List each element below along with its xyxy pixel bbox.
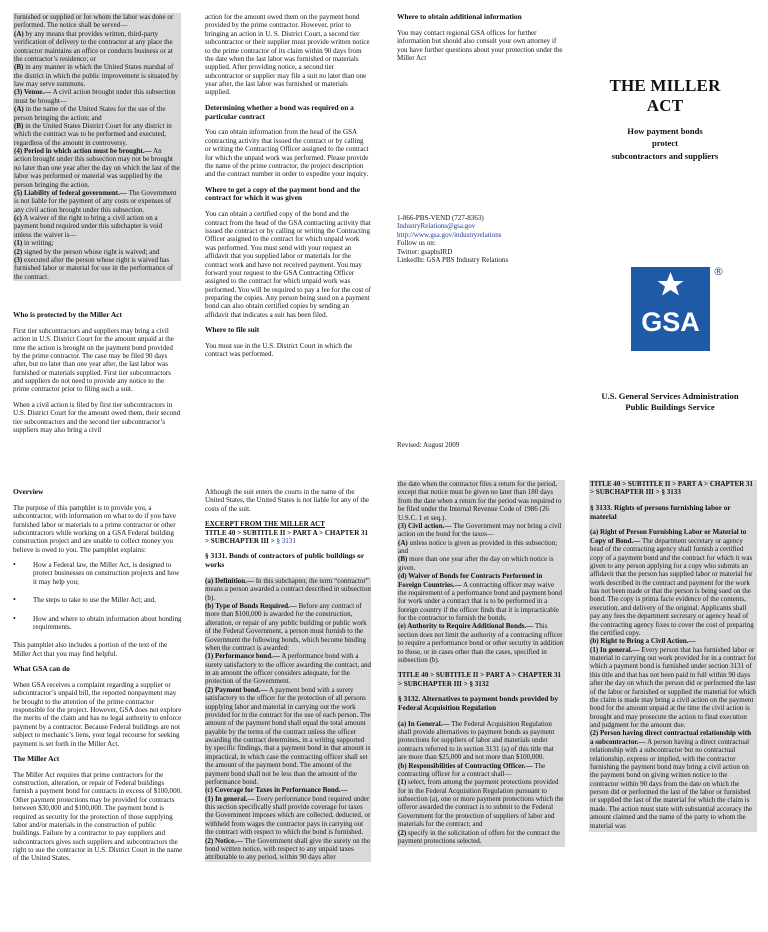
- overview-bullet-item: [13, 561, 183, 586]
- overview-bullet-text: How a Federal law, the Miller Act, is designed to protect businesses on construction projects and how it may help you;: [33, 561, 180, 586]
- agency-line-1: U.S. General Services Administration: [601, 391, 739, 401]
- statute-item: [590, 646, 756, 730]
- statute-item: [14, 189, 180, 214]
- statute-item: [205, 837, 371, 862]
- statute-item-text: Every person that has furnished labor or material in carrying out work provided for in a contract for which a payment bond is furnished under section 3131 of this title and that has not been paid in full within 90 days after the day on which the person did or performed the last of the labor or furnished or supplied the material for which the claim is made may bring a civil action on the payment bond for the amount unpaid at the time the civil action is brought and may prosecute the action to final execution and judgment for the amount due.: [590, 645, 756, 729]
- statute-item: [590, 637, 756, 645]
- tax-notice-continuation: the date when the contractor files a return for the period, except that notice must be given no later than 180 days from the date when a return for the period was required to be filed under the Internal Revenue Code of 1986 (26 U.S.C. 1 et seq.).: [398, 480, 562, 522]
- copy-of-bond-paragraph: You can obtain a certified copy of the bond and the contract from the head of the GSA contracting activity that issued the contract or by calling or writing the Contracting Officer assigned to the contract for which unpaid work was performed. You must send with your request an affidavit that you supplied labor or materials for the contract work and have not received payment. You may forward your request to the GSA Contracting Officer assigned to the contract for which unpaid work was performed. You will be required to pay a fee for the cost of preparing the copies. Any person being sued on a payment bond can also obtain certified copies by sending an affidavit that indicates a suit has been filed.: [205, 210, 371, 319]
- registered-mark: ®: [713, 265, 724, 278]
- statute-item-label: (c): [14, 214, 22, 222]
- statute-item-text: in the United States District Court for any district in which the contract was to be performed and executed, regardless of the amount in controversy.: [14, 121, 172, 147]
- bullet-icon: •: [13, 613, 16, 623]
- statute-item: [205, 795, 371, 837]
- statute-item-label: (5) Liability of federal government.—: [14, 188, 127, 197]
- copy-of-bond-heading: Where to get a copy of the payment bond and the contract for which it was given: [205, 184, 361, 203]
- statute-item-label: (1) In general.—: [590, 645, 640, 654]
- statute-item-label: (3): [14, 255, 23, 264]
- second-tier-paragraph: action for the amount owed them on the payment bond provided by the prime contractor. However, prior to bringing an action in U. S. District Court, a second tier subcontractor or their supplier must provide written notice to the prime contractor of its claim within 90 days from the date when the last labor was furnished or materials supplied. After providing notice, a second tier subcontractor or supplier may file a suit no later than one year after, the last labor was furnished or materials supplied.: [205, 13, 370, 97]
- statute-item-label: (1): [398, 778, 407, 787]
- statute-continuation-block: [13, 13, 181, 281]
- statute-item-label: (b) Responsibilities of Contracting Officer.—: [398, 761, 533, 770]
- statute-item-label: (2): [14, 247, 23, 256]
- section-3131-link[interactable]: § 3131: [276, 536, 296, 545]
- what-gsa-heading: What GSA can do: [13, 664, 70, 674]
- top-column-2: [205, 13, 371, 359]
- miller-act-paragraph: The Miller Act requires that prime contractors for the construction, alteration, or repair of Federal buildings furnish a payment bond for contracts in excess of $100,000. Other payment protections may be provided for contracts between $30,000 and $100,000. The payment bond is required as security for the protection of those supplying labor and/or materials in the construction of public buildings. Failure by a contractor to pay suppliers and subcontractors gives such suppliers and subcontractors the right to sue the contractor in U.S. District Court in the name of the United States.: [13, 770, 183, 863]
- overview-heading: Overview: [13, 487, 44, 496]
- pamphlet-also-paragraph: This pamphlet also includes a portion of the text of the Miller Act that you may find helpful.: [13, 641, 168, 658]
- statute-item: [14, 105, 180, 122]
- email-link[interactable]: IndustryRelations@gsa.gov: [397, 222, 476, 231]
- statute-item: [398, 622, 564, 664]
- overview-bullet-list: [13, 561, 183, 631]
- statute-item: [14, 88, 180, 105]
- statute-item-text: by any means that provides written, third-party verification of delivery to the contractor at any place the contractor maintains an office or conducts business or at the contractor’s residence; or: [14, 29, 173, 63]
- statute-item-label: (2): [398, 828, 407, 837]
- statute-item-text: in any manner in which the United States marshal of the district in which the public improvement is situated by law may serve summons.: [14, 63, 179, 88]
- statute-item-text: The Government shall give the surety on the bond written notice, with respect to any unpaid taxes attributable to any period, within 90 days after: [205, 836, 371, 862]
- statute-item-text: A civil action brought under this subsection must be brought—: [14, 88, 176, 105]
- statute-item: [398, 720, 564, 762]
- overview-bullet-item: [13, 615, 183, 632]
- statute-item: [14, 147, 180, 189]
- linkedin-handle: LinkedIn: GSA PBS Industry Relations: [397, 256, 509, 265]
- bond-required-paragraph: You can obtain information from the head of the GSA contracting activity that issued the contract or by calling or writing the Contracting Officer assigned to the contract for which the unpaid work was performed. Please provide the name of the prime contractor, the project description and the contract number in order to expedite your inquiry.: [205, 128, 369, 179]
- overview-paragraph: The purpose of this pamphlet is to provide you, a subcontractor, with information on what to do if you have furnished labor or materials to a prime contractor or other subcontractors while working on a GSA Federal building construction project and are unable to collect money you believe is owed to you. The pamphlet explains:: [13, 503, 176, 554]
- statute-item-text: more than one year after the day on which notice is given.: [398, 555, 554, 572]
- statute-item: [14, 248, 180, 256]
- statute-item-label: (e) Authority to Require Additional Bonds.—: [398, 622, 534, 631]
- statute-item-text: In this subchapter, the term “contractor” means a person awarded a contract described in subsection (b).: [205, 576, 371, 602]
- statute-item-text: An action brought under this subsection may not be brought no later than one year after the day on which the last of the labor was performed or material was supplied by the person bringing the action.: [14, 147, 180, 189]
- cover-subtitle-line-3: subcontractors and suppliers: [611, 150, 719, 161]
- cover-subtitle-line-1: How payment bonds: [627, 126, 703, 136]
- statute-item-text: A contracting officer may waive the requirement of a performance bond and payment bond for work under a contract that is to be performed in a foreign country if the officer finds that it is impracticable for the contractor to furnish the bonds.: [398, 580, 562, 622]
- who-is-protected-paragraph-2: When a civil action is filed by first tier subcontractors in U.S. District Court for the amount owed them, their second tier subcontractors and the second tier subcontractor’s suppliers may also bring a civil: [13, 400, 181, 434]
- statute-item-text: The Government may not bring a civil action on the bond for the taxes—: [398, 521, 562, 539]
- phone-number: 1-866-PBS-VEND (727-8363): [397, 214, 484, 222]
- bond-required-heading: Determining whether a bond was required on a particular contract: [205, 102, 354, 121]
- statute-item-text: A waiver of the right to bring a civil action on a payment bond required under this subchapter is void unless the waiver is—: [14, 214, 163, 239]
- section-3133-heading: § 3133. Rights of persons furnishing labor or material: [590, 502, 731, 521]
- additional-info-paragraph: You may contact regional GSA offices for further information but should also consult your own attorney if you have further questions about your protection under the Miller Act: [397, 28, 563, 62]
- section-3132-column: [397, 480, 565, 847]
- where-to-file-paragraph: You must sue in the U.S. District Court in which the contract was performed.: [205, 341, 353, 359]
- excerpt-heading: EXCERPT FROM THE MILLER ACT: [205, 520, 325, 529]
- what-gsa-paragraph: When GSA receives a complaint regarding a supplier or subcontractor’s unpaid bill, the reported nonpayment may be brought to the attention of the prime contractor responsible for the project. However, GSA does not explore the merits of the claim and has no legal authority to enforce payment by a contractor. Because Federal buildings are not subject to mechanic’s liens, your legal recourse for seeking payment is set forth in the Miller Act.: [13, 680, 182, 748]
- suit-intro-paragraph: Although the suit enters the courts in the name of the United States, the United States is not liable for any of the costs of the suit.: [205, 488, 370, 513]
- statute-item: [205, 686, 371, 787]
- statute-item-label: (A): [398, 538, 408, 547]
- agency-line-2: Public Buildings Service: [625, 402, 715, 413]
- who-is-protected-heading: Who is protected by the Miller Act: [13, 310, 122, 319]
- additional-info-section: [397, 13, 565, 62]
- website-link[interactable]: http://www.gsa.gov/industryrelations: [397, 230, 502, 239]
- overview-bullet-text: The steps to take to use the Miller Act; and,: [33, 596, 156, 605]
- statute-item-text: The contracting officer for a contract shall—: [398, 761, 546, 778]
- statute-item-label: (1): [14, 239, 23, 248]
- section-3132-heading: § 3132. Alternatives to payment bonds provided by Federal Acquisition Regulation: [398, 694, 559, 712]
- statute-item-text: The Government is not liable for the payment of any costs or expenses of any civil action brought under this subsection.: [14, 188, 177, 214]
- excerpt-column: [205, 488, 371, 862]
- statute-item-label: (B): [14, 63, 24, 72]
- statute-item-label: (A): [14, 105, 24, 114]
- revised-date: Revised: August 2009: [397, 441, 460, 449]
- statute-item-text: A payment bond with a surety satisfactory to the officer for the protection of all persons supplying labor and material in carrying out the work provided for in the contract for the use of each person. The amount of the payment bond shall equal the total amount payable by the terms of the contract unless the officer awarding the contract determines, in a writing supported by specific findings, that a payment bond in that amount is impractical, in which case the contracting officer shall set the amount of the payment bond. The amount of the payment bond shall not be less than the amount of the performance bond.: [205, 685, 371, 786]
- statute-item-label: (B): [14, 121, 24, 130]
- statute-item: [205, 602, 371, 652]
- statute-item: [398, 762, 564, 779]
- statute-item: [14, 239, 180, 247]
- section-3131-body: [205, 577, 371, 862]
- statute-item-label: (a) In General.—: [398, 719, 450, 728]
- statute-item-label: (2) Payment bond.—: [205, 685, 268, 694]
- statute-item-text: A person having a direct contractual relationship with a subcontractor but no contractual relationship, express or implied, with the contractor furnishing the payment bond may bring a civil action on the payment bond on giving written notice to the contractor within 90 days from the date on which the person did or performed the last of the labor or furnished or supplied the last of the material for which the claim is made. The action must state with substantial accuracy the amount claimed and the name of the party to whom the material was: [590, 737, 753, 830]
- statute-item-text: furnished or supplied or for whom the labor was done or performed. The notice shall be served—: [14, 13, 174, 30]
- statute-item-label: (b) Right to Bring a Civil Action.—: [590, 637, 696, 646]
- cover-subtitle: [580, 125, 750, 162]
- statute-item: [205, 577, 371, 602]
- overview-column: [13, 488, 183, 863]
- statute-item-text: signed by the person whose right is waived; and: [22, 247, 160, 256]
- who-is-protected-section: [13, 311, 181, 434]
- gsa-logo: [631, 267, 710, 351]
- statute-item-label: (c) Coverage for Taxes in Performance Bond.—: [205, 786, 348, 795]
- statute-item-label: (a) Right of Person Furnishing Labor or Material to Copy of Bond.—: [590, 528, 747, 545]
- section-3133-column: [589, 480, 757, 832]
- section-3131-path: [205, 529, 371, 546]
- statute-item: [14, 13, 180, 30]
- statute-item: [14, 256, 180, 281]
- cover-subtitle-line-2: protect: [651, 138, 679, 149]
- who-is-protected-paragraph-1: First tier subcontractors and suppliers may bring a civil action in U.S. District Court for the amount unpaid at the time the action is brought on the payment bond provided by the prime contractor. The case may be filed 90 days after, but no later than one year after, the last labor was furnished or materials supplied. First tier subcontractors and suppliers do not need to provide any notice to the prime contractor prior to filing such a suit.: [13, 326, 174, 394]
- statute-item-text: specify in the solicitation of offers for the contract the payment protections selected.: [398, 828, 560, 845]
- statute-item-text: executed after the person whose right is waived has furnished labor or material for use in the performance of the contract.: [14, 255, 174, 281]
- statute-item: [398, 778, 564, 828]
- bullet-icon: •: [13, 595, 16, 605]
- statute-item: [590, 528, 756, 637]
- statute-item-label: (4) Period in which action must be brought.—: [14, 147, 152, 155]
- statute-item-label: (A): [14, 29, 24, 38]
- gsa-star-icon: [631, 267, 710, 351]
- statute-item: [398, 572, 564, 622]
- follow-label: Follow us on:: [397, 239, 436, 248]
- statute-item-label: (1) In general.—: [205, 794, 255, 803]
- overview-bullet-text: How and where to obtain information about bonding requirements.: [33, 614, 182, 631]
- statute-item: [398, 522, 564, 539]
- bullet-icon: •: [13, 560, 16, 570]
- overview-bullet-item: [13, 596, 183, 604]
- additional-info-heading: Where to obtain additional information: [397, 12, 522, 21]
- statute-item-label: (3) Civil action.—: [398, 521, 452, 530]
- statute-item-label: (3) Venue.—: [14, 88, 52, 97]
- section-3133-path: TITLE 40 > SUBTITLE II > PART A > CHAPTER 31 > SUBCHAPTER III > § 3133: [590, 480, 754, 497]
- cover-title: THE MILLER ACT: [609, 76, 721, 116]
- statute-item: [398, 555, 564, 572]
- statute-item: [14, 214, 180, 239]
- statute-item-label: (2) Person having direct contractual relationship with a subcontractor.—: [590, 729, 752, 746]
- statute-item: [398, 829, 564, 846]
- statute-item: [14, 122, 180, 147]
- section-3132-path: TITLE 40 > SUBTITLE II > PART A > CHAPTER 31 > SUBCHAPTER III > § 3132: [398, 671, 562, 688]
- statute-item: [398, 539, 564, 556]
- statute-item-text: A performance bond with a surety satisfactory to the officer awarding the contract, and in an amount the officer considers adequate, for the protection of the Government.: [205, 652, 371, 686]
- statute-item: [590, 729, 756, 830]
- statute-item-label: (b) Type of Bonds Required.—: [205, 602, 297, 610]
- statute-item-text: The department secretary or agency head of the contracting agency shall furnish a certified copy of a payment bond and the contract for which it was given to any person applying for a copy who submits an affidavit that the person has supplied labor or material for work described in the contract and payment for the work has not been made or that the person is being sued on the bond. The copy is prima facie evidence of the contents, execution, and delivery of the original. Applicants shall pay any fees the department secretary or agency head of the contracting agency fixes to cover the cost of preparing the certified copy.: [590, 536, 754, 637]
- statute-item-label: (2) Notice.—: [205, 836, 243, 845]
- statute-item: [14, 63, 180, 88]
- statute-item-label: (1) Performance bond.—: [205, 652, 280, 661]
- statute-item-label: (a) Definition.—: [205, 576, 254, 585]
- statute-item-label: (d) Waiver of Bonds for Contracts Performed in Foreign Countries.—: [398, 572, 543, 589]
- section-3131-path-text: TITLE 40 > SUBTITLE II > PART A > CHAPTER 31 > SUBCHAPTER III >: [205, 528, 369, 545]
- section-3131-heading: § 3131. Bonds of contractors of public buildings or works: [205, 551, 364, 570]
- statute-item-text: unless notice is given as provided in this subsection; and: [398, 538, 558, 555]
- where-to-file-heading: Where to file suit: [205, 325, 260, 335]
- statute-item-text: The Federal Acquisition Regulation shall provide alternatives to payment bonds as payment protections for suppliers of labor and materials under contracts referred to in section 3131 (a) of this title that are more than $25,000 and not more than $100,000.: [398, 719, 555, 762]
- statute-item: [14, 30, 180, 64]
- agency-name: [590, 391, 750, 413]
- contact-block: [397, 214, 567, 265]
- statute-item: [205, 652, 371, 686]
- statute-item-label: (B): [398, 555, 408, 564]
- statute-item: [205, 786, 371, 794]
- statute-item-text: Before any contract of more than $100,000 is awarded for the construction, alteration, or repair of any public building or public work of the Federal Government, a person must furnish to the Government the following bonds, which become binding when the contract is awarded:: [205, 602, 367, 652]
- statute-item-text: This section does not limit the authority of a contracting officer to require a performance bond or other security in addition to those, or in cases other than the cases, specified in subsection (b).: [398, 622, 564, 664]
- gsa-logo-text: GSA: [641, 307, 700, 337]
- statute-item-text: select, from among the payment protections provided for in the Federal Acquisition Regulation pursuant to subsection (a), one or more payment protections which the offeror awarded the contract is to submit to the Federal Government for the protection of suppliers of labor and materials for the contract; and: [398, 778, 564, 829]
- statute-item-text: in the name of the United States for the use of the person bringing the action; and: [14, 105, 166, 122]
- statute-item-text: in writing;: [22, 239, 54, 248]
- statute-item-text: Every performance bond required under this section specifically shall provide coverage for taxes the Government imposes which are collected, deducted, or withheld from wages the contractor pays in carrying out the contract with respect to which the bond is furnished.: [205, 794, 371, 837]
- twitter-handle: Twitter: gsapbsIRD: [397, 247, 453, 256]
- miller-act-heading: The Miller Act: [13, 753, 60, 763]
